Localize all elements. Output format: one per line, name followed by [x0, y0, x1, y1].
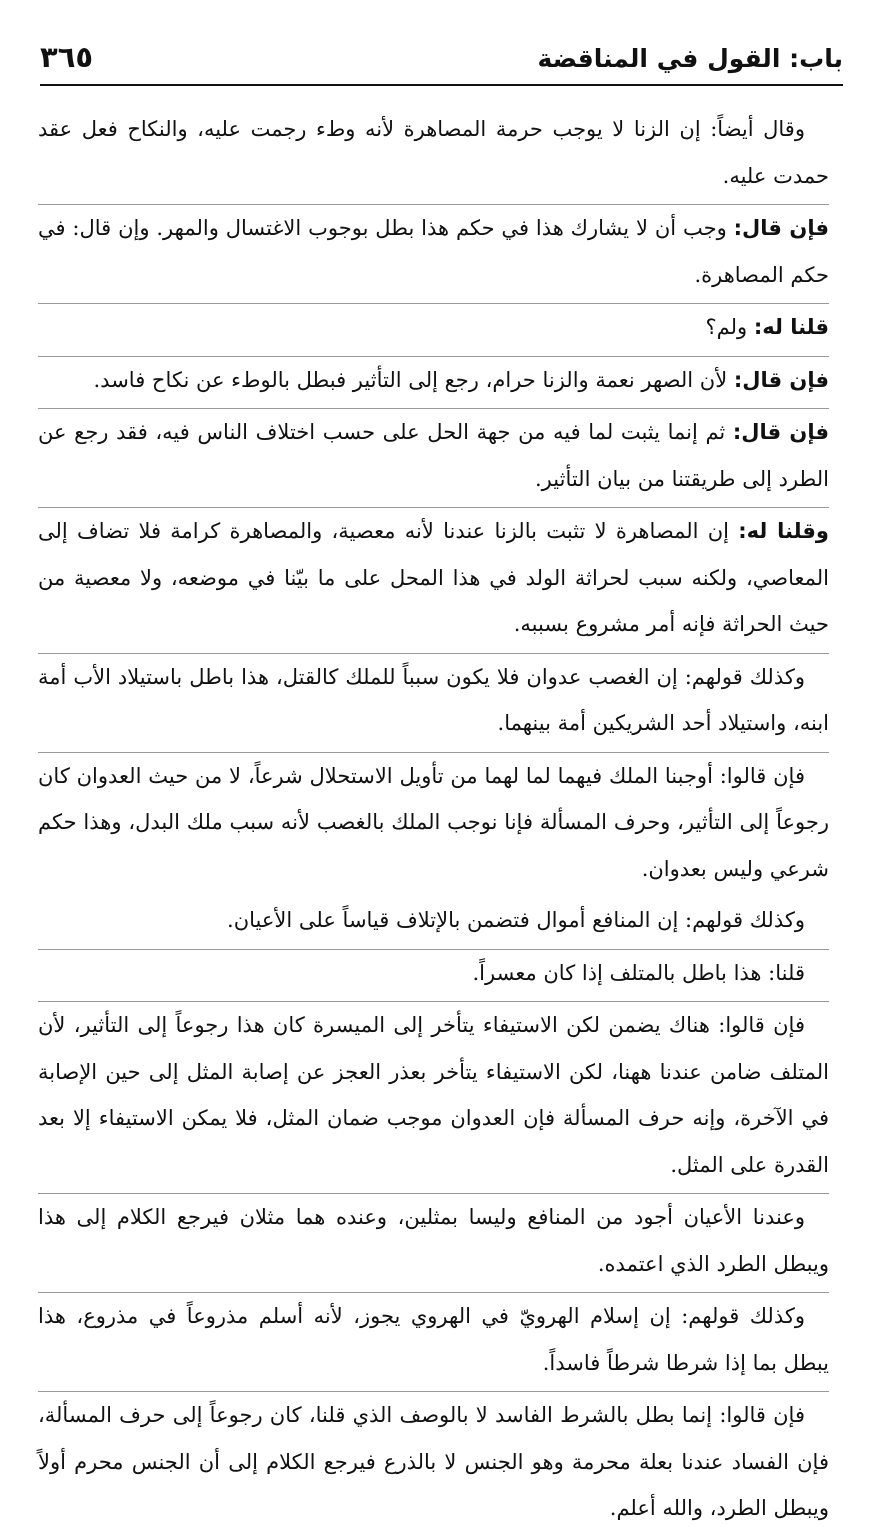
paragraph-lead: وقلنا له: [738, 519, 829, 543]
paragraph: قلنا: هذا باطل بالمتلف إذا كان معسراً. [38, 949, 829, 997]
page-header [40, 38, 843, 86]
paragraph: وكذلك قولهم: إن المنافع أموال فتضمن بالإتلاف قياساً على الأعيان. [227, 908, 805, 932]
paragraph: فإن قالوا: هناك يضمن لكن الاستيفاء يتأخر إلى الميسرة كان هذا رجوعاً إلى التأثير، لأن المتلف ضامن عندنا ههنا، لكن الاستيفاء يتأخر بعذر العجز عن إصابة المثل إلى حين الإصابة في الآخرة، وإنه حرف المسألة فإن العدوان موجب ضمان المثل، فلا يمكن الاستيفاء إلا بعد القدرة على المثل. [38, 1001, 829, 1188]
paragraph: فإن قالوا: أوجبنا الملك فيهما لما لهما من تأويل الاستحلال شرعاً، لا من حيث العدوان كان رجوعاً إلى التأثير، وحرف المسألة فإنا نوجب الملك بالغصب لأنه سبب ملك البدل، وهذا حكم شرعي وليس بعدوان. [38, 752, 829, 893]
paragraph-lead: فإن قال: [733, 367, 829, 392]
paragraph-lead: قلنا له: [753, 315, 829, 339]
paragraph-lead: فإن قال: [732, 420, 829, 444]
paragraph: وقلنا له: إن المصاهرة لا تثبت بالزنا عندنا لأنه معصية، والمصاهرة كرامة فلا تضاف إلى المعاصي، ولكنه سبب لحراثة الولد في هذا المحل على ما بيّنا في موضعه، ولا معصية من حيث الحراثة فإنه أمر مشروع بسببه. [38, 507, 829, 648]
chapter-title: باب: القول في المناقضة [537, 44, 843, 73]
paragraph: وعندنا الأعيان أجود من المنافع وليسا بمثلين، وعنده هما مثلان فيرجع الكلام إلى هذا ويبطل الطرد الذي اعتمده. [38, 1193, 829, 1287]
paragraph: فإن قال: ثم إنما يثبت لما فيه من جهة الحل على حسب اختلاف الناس فيه، فقد رجع عن الطرد إلى طريقتنا من بيان التأثير. [38, 408, 829, 502]
paragraph-lead: فإن قال: [733, 216, 829, 240]
paragraph: فإن قالوا: إنما بطل بالشرط الفاسد لا بالوصف الذي قلنا، كان رجوعاً إلى حرف المسألة، فإن الفساد عندنا بعلة محرمة وهو الجنس لا بالذرع فيرجع الكلام إلى أن الجنس محرم أولاً ويبطل الطرد، والله أعلم. [38, 1391, 829, 1532]
paragraph: وقال أيضاً: إن الزنا لا يوجب حرمة المصاهرة لأنه وطء رجمت عليه، والنكاح فعل عقد حمدت عليه. [38, 117, 829, 188]
paragraph: وكذلك قولهم: إن إسلام الهرويّ في الهروي يجوز، لأنه أسلم مذروعاً في مذروع، هذا يبطل بما إذا شرطا شرطاً فاسداً. [38, 1292, 829, 1386]
paragraph: وكذلك قولهم: إن الغصب عدوان فلا يكون سبباً للملك كالقتل، هذا باطل باستيلاد الأب أمة ابنه، واستيلاد أحد الشريكين أمة بينهما. [38, 653, 829, 747]
paragraph: فإن قال: وجب أن لا يشارك هذا في حكم هذا بطل بوجوب الاغتسال والمهر. وإن قال: في حكم المصاهرة. [38, 204, 829, 298]
paragraph: قلنا له: ولم؟ [38, 303, 829, 351]
paragraph: فإن قال: لأن الصهر نعمة والزنا حرام، رجع إلى التأثير فبطل بالوطء عن نكاح فاسد. [38, 356, 829, 404]
page-number: ٣٦٥ [40, 40, 94, 74]
page-body [38, 106, 829, 1537]
